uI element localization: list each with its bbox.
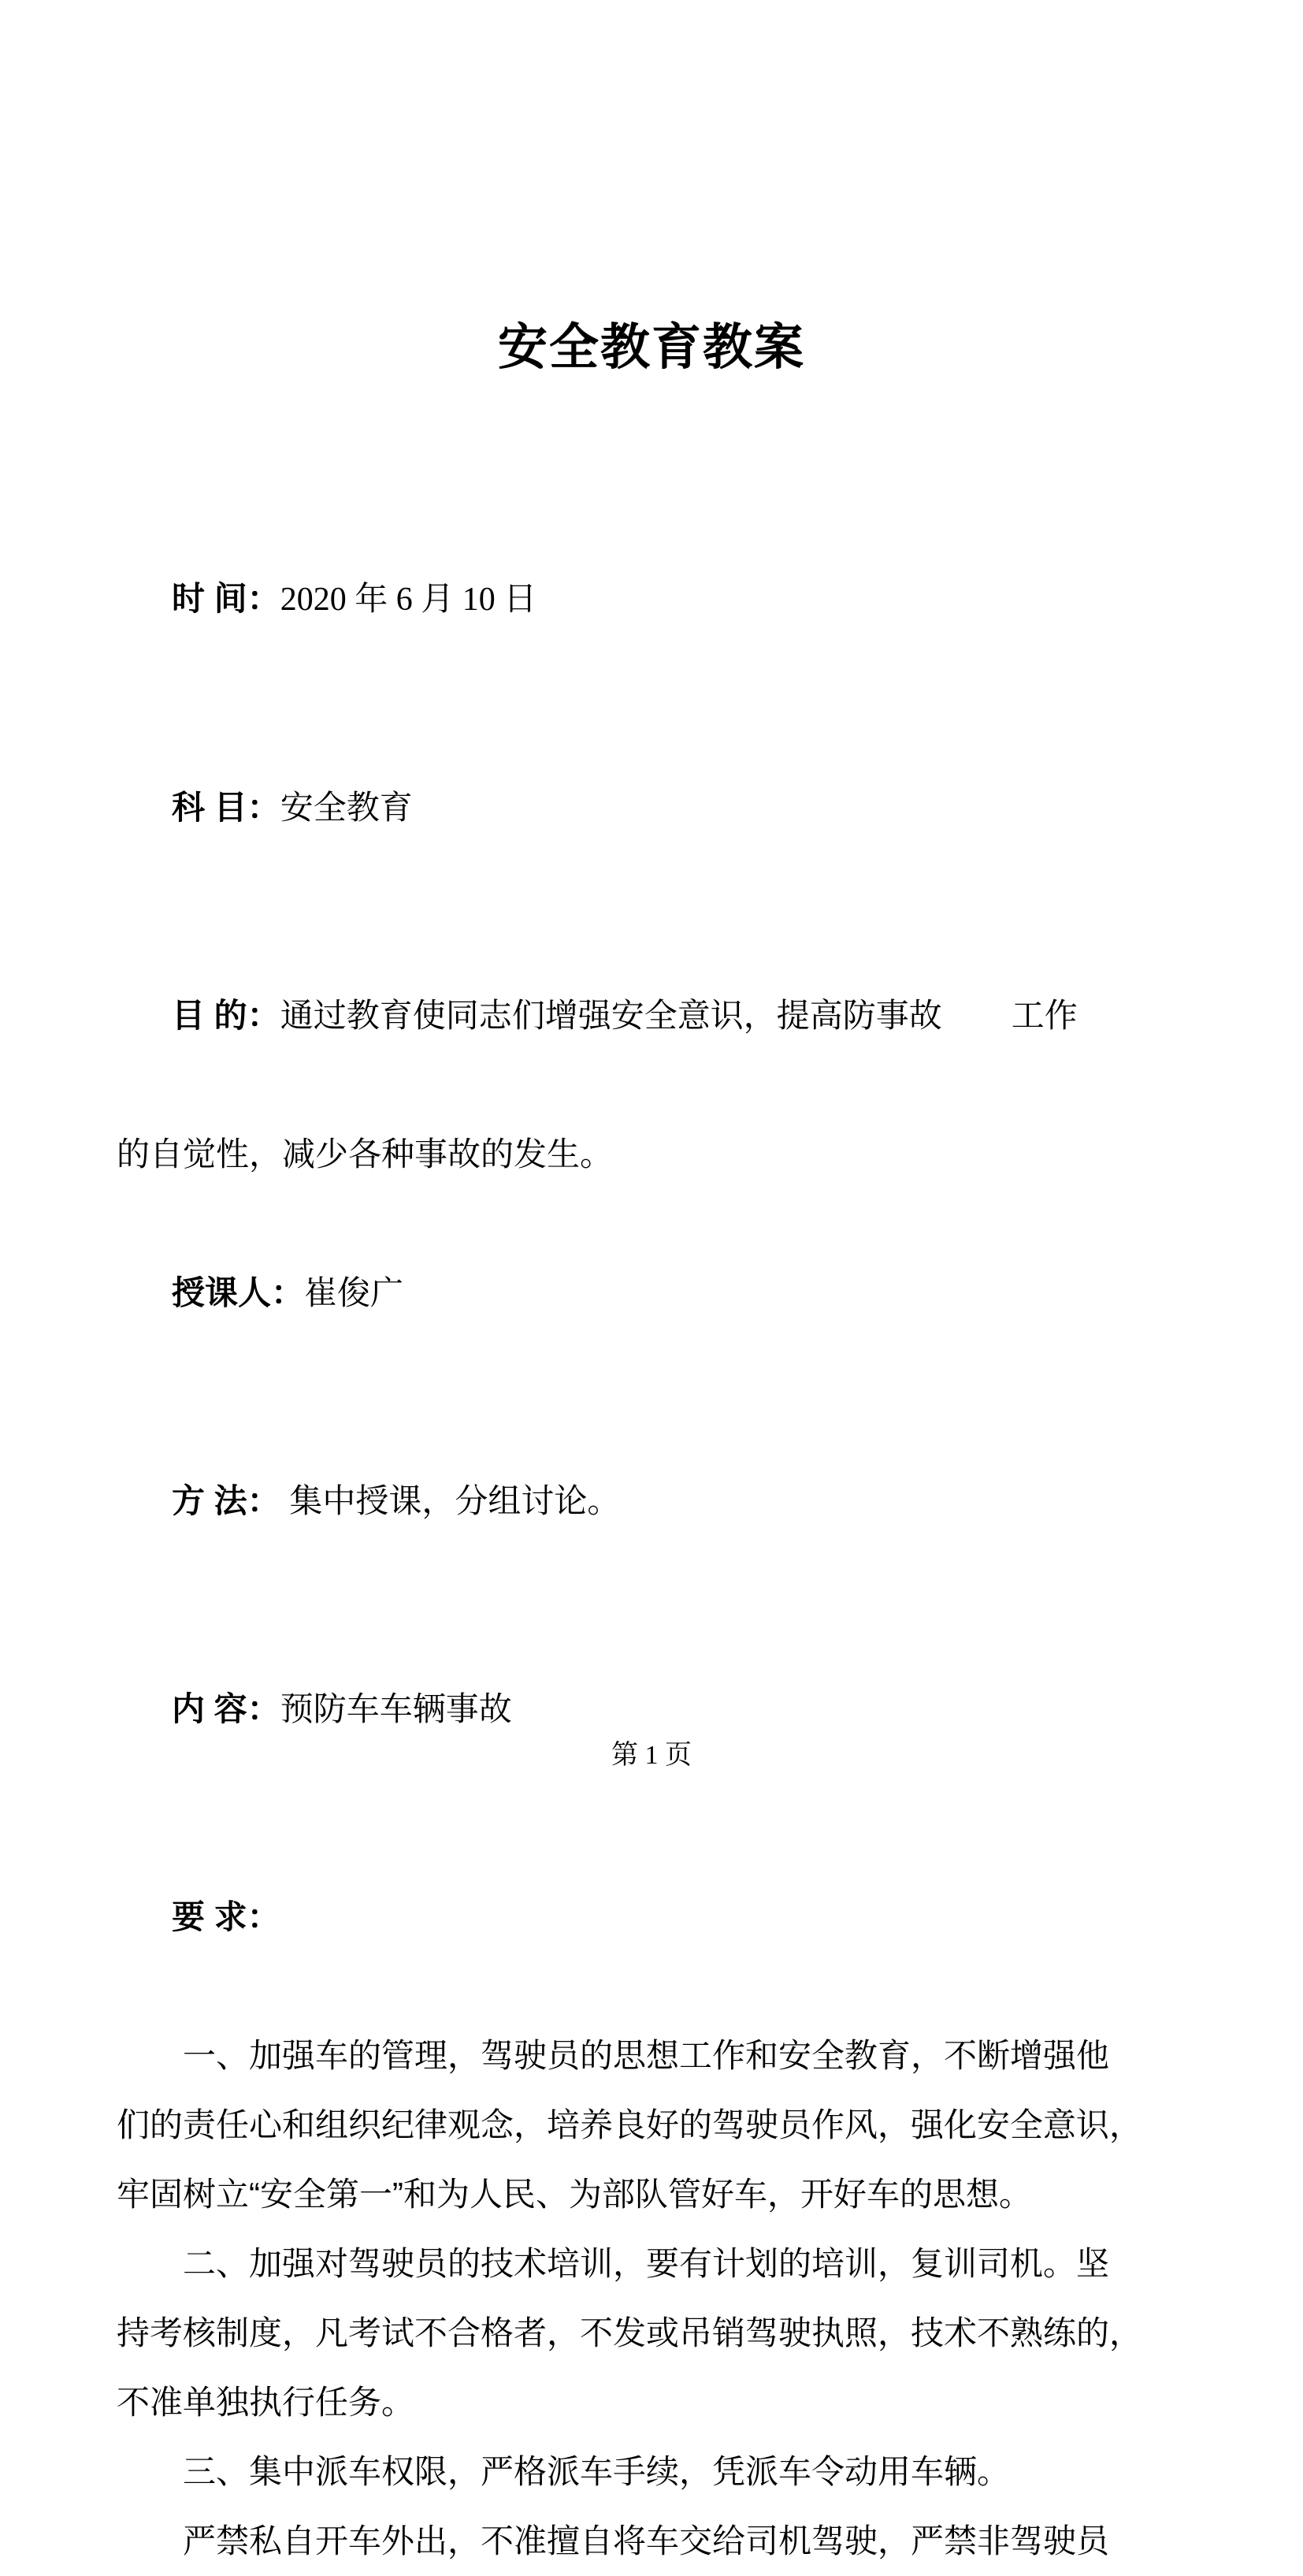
field-row-time (117, 495, 1188, 704)
field-row-subject (117, 704, 1188, 912)
field-label-subject: 科 目： (172, 789, 280, 826)
field-value-method: 集中授课，分组讨论。 (280, 1482, 621, 1519)
requirement-1-line-1: 一、加强车的管理，驾驶员的思想工作和安全教育，不断增强他 (183, 2037, 1110, 2074)
field-label-time: 时 间： (172, 580, 280, 617)
field-label-method: 方 法： (172, 1482, 280, 1519)
field-label-instructor: 授课人： (172, 1274, 305, 1311)
field-row-purpose (117, 912, 1188, 1120)
field-value-subject: 安全教育 (280, 789, 413, 826)
requirement-1-line-2: 们的责任心和组织纪律观念，培养良好的驾驶员作风，强化安全意识， (117, 2106, 1143, 2143)
field-value-time: 2020 年 6 月 10 日 (280, 582, 537, 618)
requirement-3-line-1: 三、集中派车权限，严格派车手续，凭派车令动用车辆。 (183, 2453, 1011, 2490)
page-title: 安全教育教案 (498, 320, 805, 375)
field-value-purpose-tail: 工作 (1011, 997, 1078, 1034)
field-label-content: 内 容： (172, 1690, 280, 1727)
field-value-content: 预防车车辆事故 (280, 1690, 512, 1727)
requirement-2-line-2: 持考核制度，凡考试不合格者，不发或吊销驾驶执照，技术不熟练的， (117, 2314, 1143, 2351)
requirement-2-line-3: 不准单独执行任务。 (117, 2384, 415, 2421)
requirement-3-line-2: 严禁私自开车外出，不准擅自将车交给司机驾驶，严禁非驾驶员 (183, 2522, 1110, 2559)
field-row-requirements (117, 1813, 1188, 2021)
purpose-continuation-line: 的自觉性，减少各种事故的发生。 (117, 1136, 614, 1173)
field-label-requirements: 要 求： (172, 1898, 280, 1935)
requirement-1-line-3: 牢固树立“安全第一”和为人民、为部队管好车，开好车的思想。 (117, 2176, 1032, 2213)
field-label-purpose: 目 的： (172, 997, 280, 1034)
requirement-2-line-1: 二、加强对驾驶员的技术培训，要有计划的培训，复训司机。坚 (183, 2245, 1110, 2282)
field-row-method (117, 1397, 1188, 1605)
page-number-footer: 第 1 页 (611, 1741, 692, 1770)
field-value-instructor: 崔俊广 (304, 1274, 404, 1311)
field-row-instructor (117, 1189, 1188, 1397)
field-value-purpose: 通过教育使同志们增强安全意识，提高防事故 (280, 997, 942, 1034)
field-row-content (117, 1605, 1188, 1813)
document-body (117, 495, 1188, 2576)
